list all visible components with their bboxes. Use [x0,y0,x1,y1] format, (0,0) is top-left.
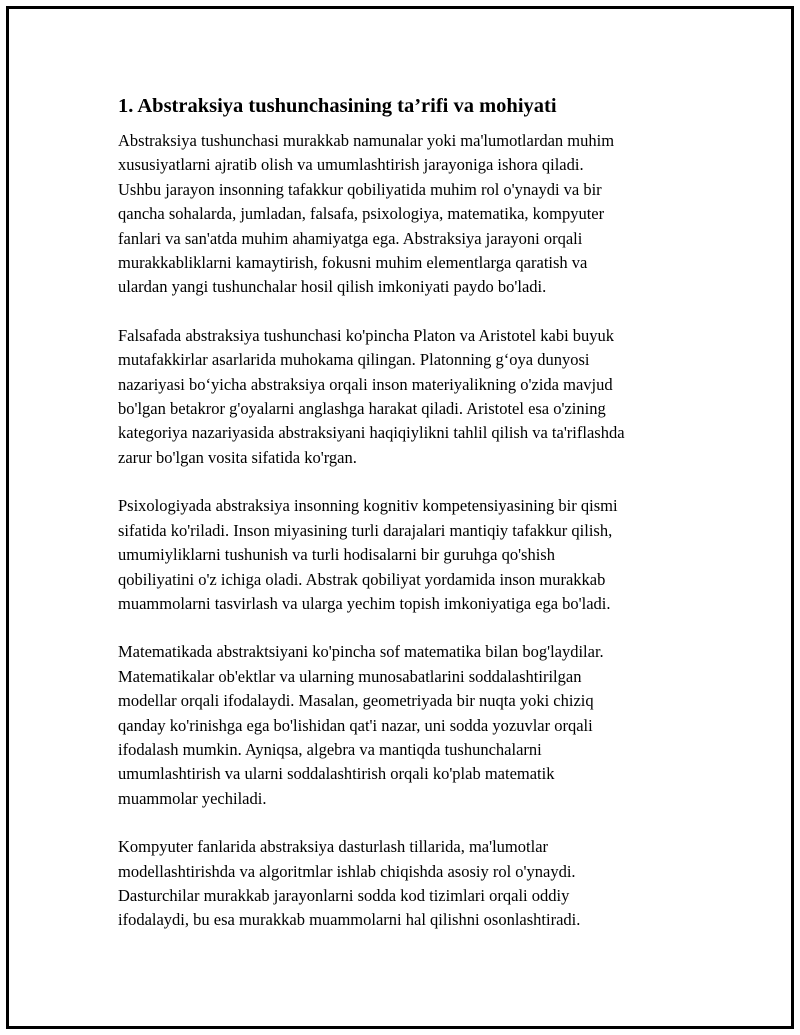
text-line: Kompyuter fanlarida abstraksiya dasturlash tillarida, ma'lumotlar [118,837,549,857]
text-line: umumiyliklarni tushunish va turli hodisalarni bir guruhga qo'shish [118,545,555,565]
text-line: modellashtirishda va algoritmlar ishlab chiqishda asosiy rol o'ynaydi. [118,861,576,881]
section-heading: 1. Abstraksiya tushunchasining ta’rifi va mohiyati [118,95,557,117]
text-line: bo'lgan betakror g'oyalarni anglashga harakat qiladi. Aristotel esa o'zining [118,399,606,419]
paragraph-psychology [118,494,698,616]
text-line: kategoriya nazariyasida abstraksiyani haqiqiylikni tahlil qilish va ta'riflashda [118,423,625,443]
text-line: Abstraksiya tushunchasi murakkab namunalar yoki ma'lumotlardan muhim [118,131,615,150]
text-line: mutafakkirlar asarlarida muhokama qilingan. Platonning g‘oya dunyosi [118,350,590,370]
text-line: xususiyatlarni ajratib olish va umumlashtirish jarayoniga ishora qiladi. [118,155,584,175]
paragraph-mathematics [118,640,698,811]
text-line: Ushbu jarayon insonning tafakkur qobiliyatida muhim rol o'ynaydi va bir [118,179,602,199]
text-line: zarur bo'lgan vosita sifatida ko'rgan. [118,447,357,467]
document-body [118,93,698,957]
text-line: modellar orqali ifodalaydi. Masalan, geometriyada bir nuqta yoki chiziq [118,691,594,711]
text-line: nazariyasi bo‘yicha abstraksiya orqali inson materiyalikning o'zida mavjud [118,374,613,394]
text-line: Dasturchilar murakkab jarayonlarni sodda kod tizimlari orqali oddiy [118,885,570,905]
paragraph-abstraction-definition [118,129,698,300]
paragraph-philosophy [118,324,698,470]
text-line: qanday ko'rinishga ega bo'lishidan qat'i nazar, uni sodda yozuvlar orqali [118,715,593,735]
text-line: ifodalaydi, bu esa murakkab muammolarni hal qilishni osonlashtiradi. [118,910,581,930]
text-line: ulardan yangi tushunchalar hosil qilish imkoniyati paydo bo'ladi. [118,277,547,297]
text-line: umumlashtirish va ularni soddalashtirish orqali ko'plab matematik [118,764,555,784]
text-line: qancha sohalarda, jumladan, falsafa, psixologiya, matematika, kompyuter [118,204,605,224]
text-line: Falsafada abstraksiya tushunchasi ko'pincha Platon va Aristotel kabi buyuk [118,325,615,345]
text-line: Matematikalar ob'ektlar va ularning munosabatlarini soddalashtirilgan [118,666,582,686]
text-line: Psixologiyada abstraksiya insonning kognitiv kompetensiyasining bir qismi [118,496,618,516]
paragraph-computer-science [118,835,698,933]
text-line: qobiliyatini o'z ichiga oladi. Abstrak qobiliyat yordamida inson murakkab [118,569,606,589]
text-line: murakkabliklarni kamaytirish, fokusni muhim elementlarga qaratish va [118,253,588,273]
text-line: ifodalash mumkin. Ayniqsa, algebra va mantiqda tushunchalarni [118,739,542,759]
text-line: Matematikada abstraktsiyani ko'pincha sof matematika bilan bog'laydilar. [118,642,604,662]
text-line: fanlari va san'atda muhim ahamiyatga ega. Abstraksiya jarayoni orqali [118,228,583,248]
text-line: sifatida ko'riladi. Inson miyasining turli darajalari mantiqiy tafakkur qilish, [118,520,613,540]
text-line: muammolarni tasvirlash va ularga yechim topish imkoniyatiga ega bo'ladi. [118,593,611,613]
text-line: muammolar yechiladi. [118,788,267,808]
